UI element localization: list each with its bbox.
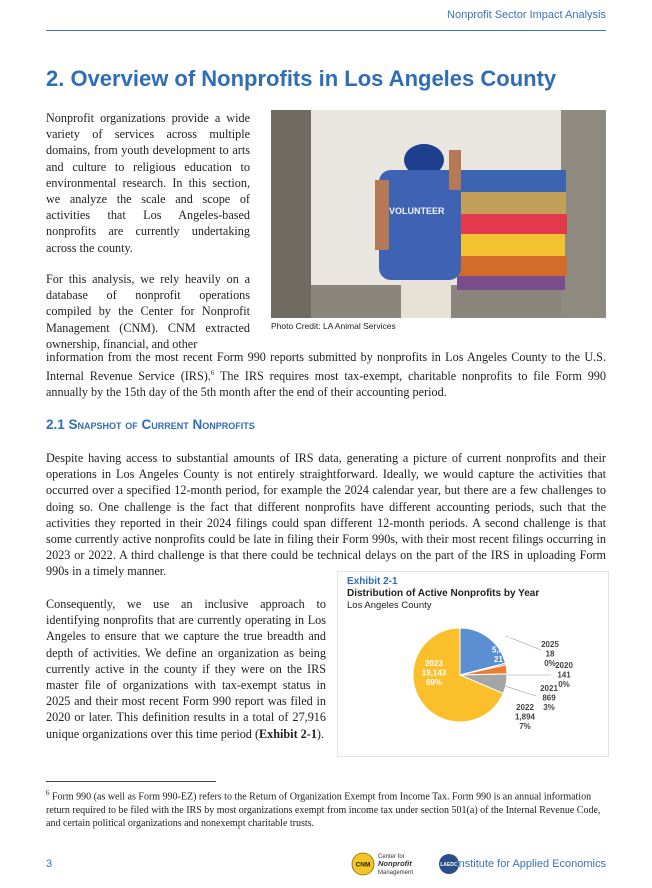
page-number: 3 (46, 858, 53, 870)
exhibit-subtitle: Los Angeles County (347, 600, 432, 611)
exhibit-title: Distribution of Active Nonprofits by Year (347, 588, 540, 599)
pie-label-2023: 2023 19,143 69% (421, 659, 447, 687)
cnm-name-line-1: Center for (378, 854, 405, 860)
pie-label-2024: 2024 5,851 21% (491, 636, 513, 664)
footnote (46, 787, 606, 831)
footnote-rule (46, 781, 216, 782)
intro-paragraph-2-continued (46, 349, 606, 401)
section-text-a: Consequently, we use an inclusive approach to identifying nonprofits that are currently operating in Los Angeles to ensure that we capture the true breadth and depth of activities. We define an organization as being currently active in the county if they were on the IRS master file of organizations with tax-exempt status in 2025 and their most recent Form 990 report was filed in 2020 or later. This definition results in a total of 27,916 unique organizations over this time period ( (46, 597, 326, 741)
volunteer-photo (271, 110, 606, 318)
footnote-number: 6 (46, 789, 50, 797)
pie-label-2022: 2022 1,894 7% (514, 703, 536, 731)
section-paragraph-1: Despite having access to substantial amounts of IRS data, generating a picture of current nonprofits and their operations in Los Angeles County is not entirely straightforward. Ideally, we would capture the activities that occurred over a specified 12-month period, for example the 2024 calendar year, but there are a few challenges to doing so. One challenge is the fact that different nonprofits have different accounting periods, such that the activities they reported in their 2024 filings could span different 12-month periods. A second challenge is that some currently active nonprofits could be late in filing their Form 990s, with their most recent filings occurring in 2023 or 2022. A third challenge is that there could be technical delays on the part of the IRS in uploading Form 990s in a timely manner. (46, 451, 606, 579)
page-title: 2. Overview of Nonprofits in Los Angeles County (46, 66, 557, 91)
exhibit-label: Exhibit 2-1 (347, 576, 398, 587)
leader-line-2021 (505, 686, 536, 696)
pie-label-2020: 2020 141 0% (555, 661, 573, 689)
section-heading: 2.1 Snapshot of Current Nonprofits (46, 417, 255, 432)
pie-label-2021: 2021 869 3% (540, 684, 558, 712)
section-text-b: ). (316, 726, 325, 741)
footer-organization: Institute for Applied Economics (455, 858, 606, 870)
exhibit-reference[interactable]: Exhibit 2-1 (259, 726, 317, 741)
photo-illustration (271, 110, 606, 318)
intro-text-b: The IRS requires most tax-exempt, charitable nonprofits to file Form 990 annually by the 15th day of the 5th month after the end of their accounting period. (46, 369, 606, 400)
cnm-logo-text: CNM (355, 861, 371, 869)
header-title: Nonprofit Sector Impact Analysis (447, 9, 606, 21)
header-rule (46, 30, 606, 31)
partner-logos (350, 849, 462, 879)
intro-paragraph-1: Nonprofit organizations provide a wide variety of services across multiple domains, from youth development to arts and culture to religious education to environmental research. In this section, we analyze the scale and scope of activities that Los Angeles-based nonprofits are currently undertaking across the county. (46, 111, 250, 255)
pie-chart (338, 572, 608, 756)
shirt-text: VOLUNTEER (389, 206, 445, 216)
cnm-name-line-2: Nonprofit (378, 859, 412, 868)
exhibit-box (337, 571, 609, 757)
photo-credit: Photo Credit: LA Animal Services (271, 321, 396, 331)
footnote-reference[interactable]: 6 (210, 369, 215, 378)
cnm-name-line-3: Management (378, 870, 414, 876)
intro-paragraph-2: For this analysis, we rely heavily on a database of nonprofit operations compiled by the Center for Nonprofit Management (CNM). CNM extracted ownership, financial, and other (46, 272, 250, 351)
footnote-text: Form 990 (as well as Form 990-EZ) refers to the Return of Organization Exempt from Income Tax. Form 990 is an annual information return required to be filed with the IRS by most organizations exempt from income tax under section 501(a) of the Internal Revenue Code, and certain political organizations and nonexempt charitable trusts. (46, 791, 601, 830)
pie-label-2025: 2025 18 0% (541, 640, 559, 668)
intro-text-a: information from the most recent Form 990 reports submitted by nonprofits in Los Angeles County to the U.S. Internal Revenue Service (IRS). (46, 350, 606, 384)
laedc-logo-text: LAEDC (440, 862, 458, 868)
section-paragraph-2 (46, 596, 326, 742)
